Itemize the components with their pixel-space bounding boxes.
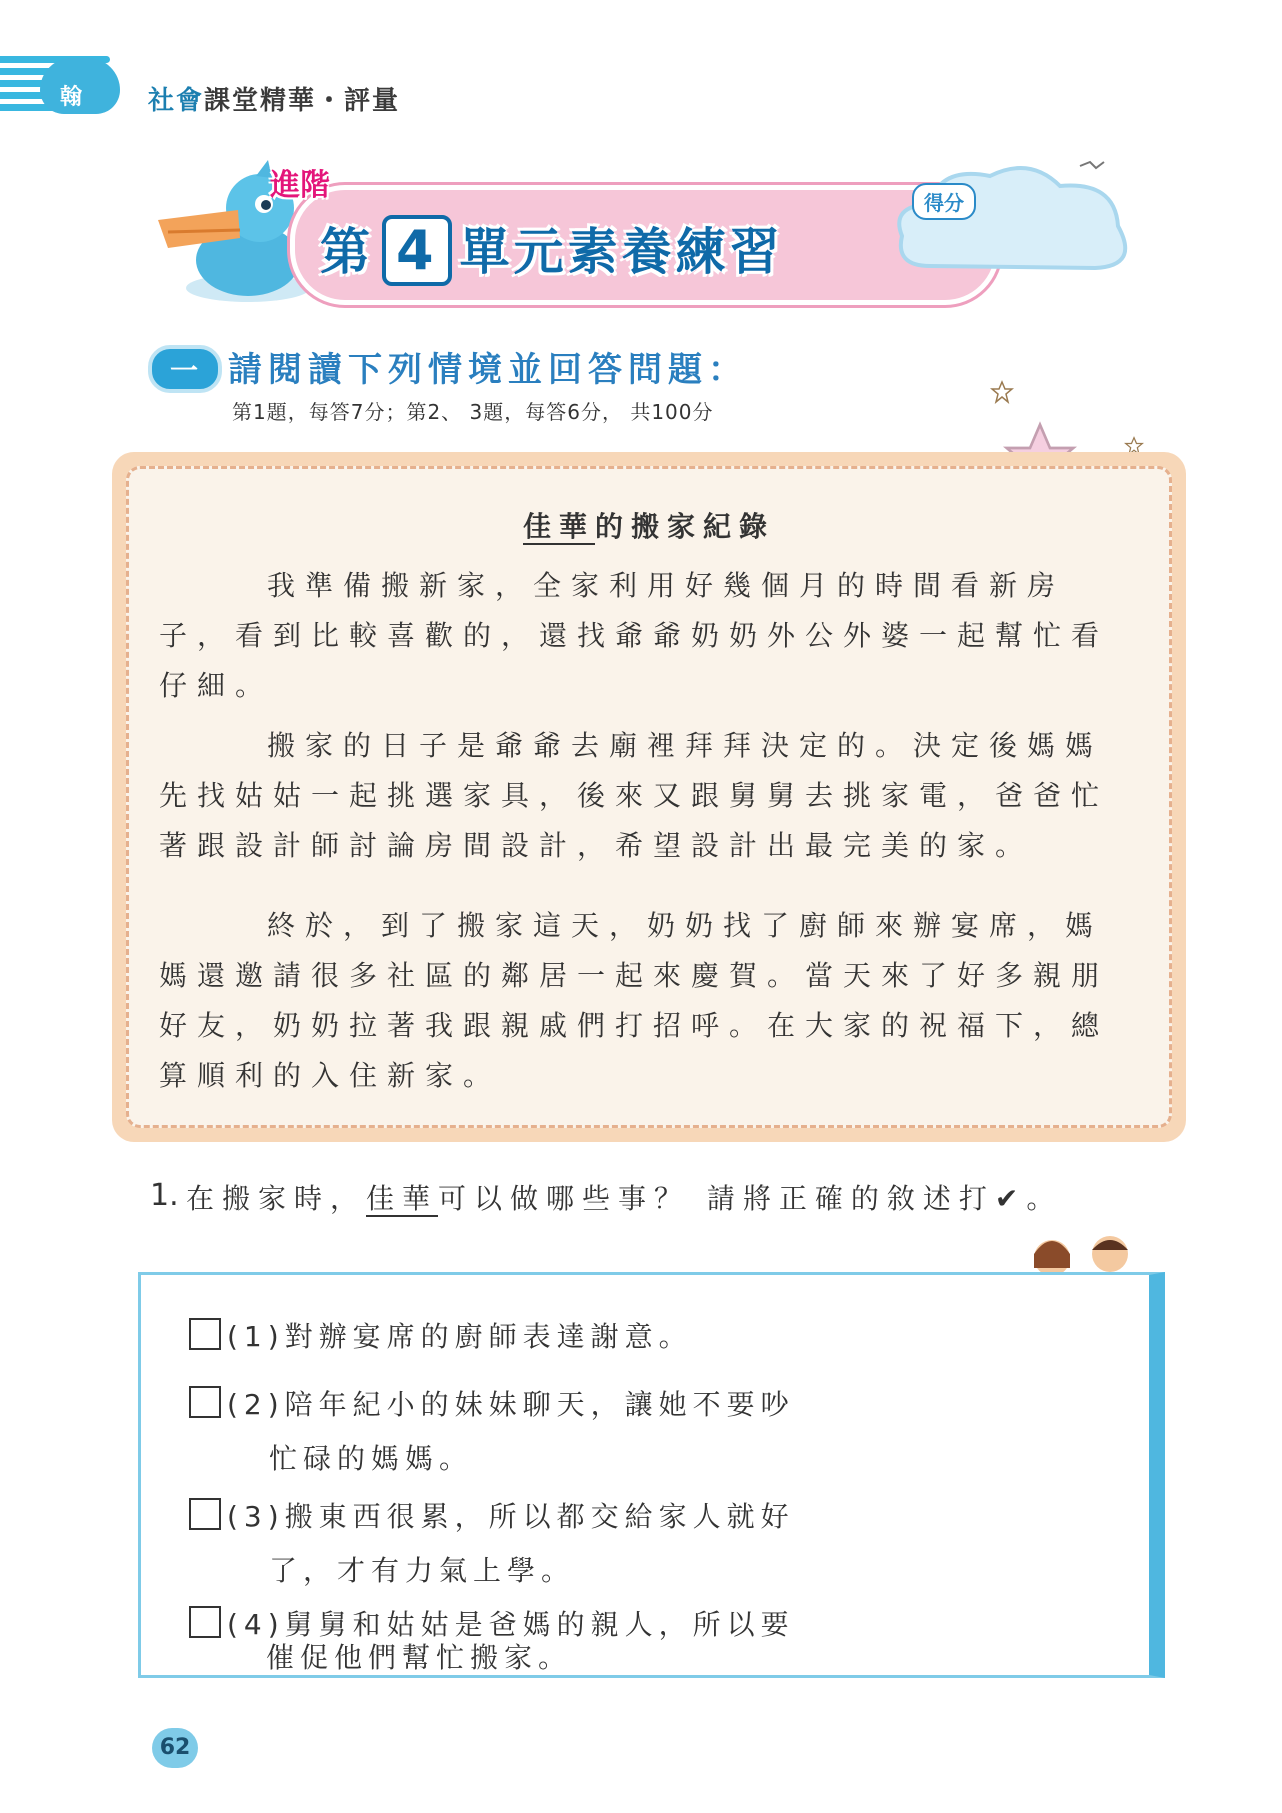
section-number-badge: [148, 345, 222, 393]
unit-title-suffix: 單元素養練習: [459, 223, 784, 281]
option-3[interactable]: [189, 1493, 795, 1541]
book-title-subject: 社會: [148, 86, 205, 116]
score-label: 得分: [912, 183, 976, 220]
score-note: 第1題，每答7分；第2、 3題，每答6分， 共100分: [232, 400, 714, 424]
option-label: (4)舅舅和姑姑是爸媽的親人，所以要: [227, 1608, 795, 1641]
option-label: (1)對辦宴席的廚師表達謝意。: [227, 1320, 693, 1353]
book-title: [148, 80, 400, 117]
question-number: 1.: [150, 1178, 179, 1213]
book-title-series: 課堂精華・評量: [204, 86, 401, 116]
publisher-badge: 翰: [60, 85, 83, 110]
option-1[interactable]: [189, 1313, 693, 1361]
option-2-cont: 忙碌的媽媽。: [269, 1442, 474, 1475]
option-3-cont: 了，才有力氣上學。: [269, 1554, 576, 1587]
option-4-cont: 催促他們幫忙搬家。: [266, 1641, 573, 1674]
story-title-name: 佳華: [522, 510, 595, 543]
story-title-rest: 的搬家紀錄: [595, 510, 776, 543]
story-paragraph-2: 搬家的日子是爺爺去廟裡拜拜決定的。決定後媽媽先找姑姑一起挑選家具，後來又跟舅舅去挑家電，爸爸忙著跟設計師討論房間設計，希望設計出最完美的家。: [159, 729, 1110, 862]
section-number: 一: [170, 354, 199, 387]
question-text-before: 在搬家時，: [186, 1182, 367, 1215]
option-2[interactable]: [189, 1381, 795, 1429]
star-icon: [990, 380, 1014, 404]
checkbox[interactable]: [189, 1318, 221, 1350]
options-box: [138, 1272, 1165, 1678]
question-text-after: 可以做哪些事？ 請將正確的敘述打✔。: [438, 1182, 1063, 1215]
checkbox[interactable]: [189, 1498, 221, 1530]
question-name: 佳華: [366, 1182, 439, 1215]
unit-banner: [140, 150, 1140, 320]
story-paragraph-3: 終於，到了搬家這天，奶奶找了廚師來辦宴席，媽媽還邀請很多社區的鄰居一起來慶賀。當天來了好多親朋好友，奶奶拉著我跟親戚們打招呼。在大家的祝福下，總算順利的入住新家。: [159, 909, 1110, 1092]
option-label: (3)搬東西很累，所以都交給家人就好: [227, 1500, 795, 1533]
section-title: 請閱讀下列情境並回答問題：: [228, 350, 748, 390]
unit-number: 4: [382, 215, 452, 286]
checkbox[interactable]: [189, 1386, 221, 1418]
story-card: [112, 452, 1186, 1142]
unit-title: [320, 212, 784, 286]
story-paragraph-1: 我準備搬新家，全家利用好幾個月的時間看新房子，看到比較喜歡的，還找爺爺奶奶外公外婆一起幫忙看仔細。: [159, 569, 1110, 702]
question-text: [186, 1174, 1166, 1224]
checkbox[interactable]: [189, 1606, 221, 1638]
unit-title-prefix: 第: [320, 223, 374, 281]
cloud-icon: [890, 156, 1140, 286]
story-inner: [126, 466, 1172, 1128]
page-number: 62: [152, 1728, 198, 1768]
advanced-tag: 進階: [270, 168, 330, 203]
option-label: (2)陪年紀小的妹妹聊天，讓她不要吵: [227, 1388, 795, 1421]
story-title: [129, 505, 1169, 545]
